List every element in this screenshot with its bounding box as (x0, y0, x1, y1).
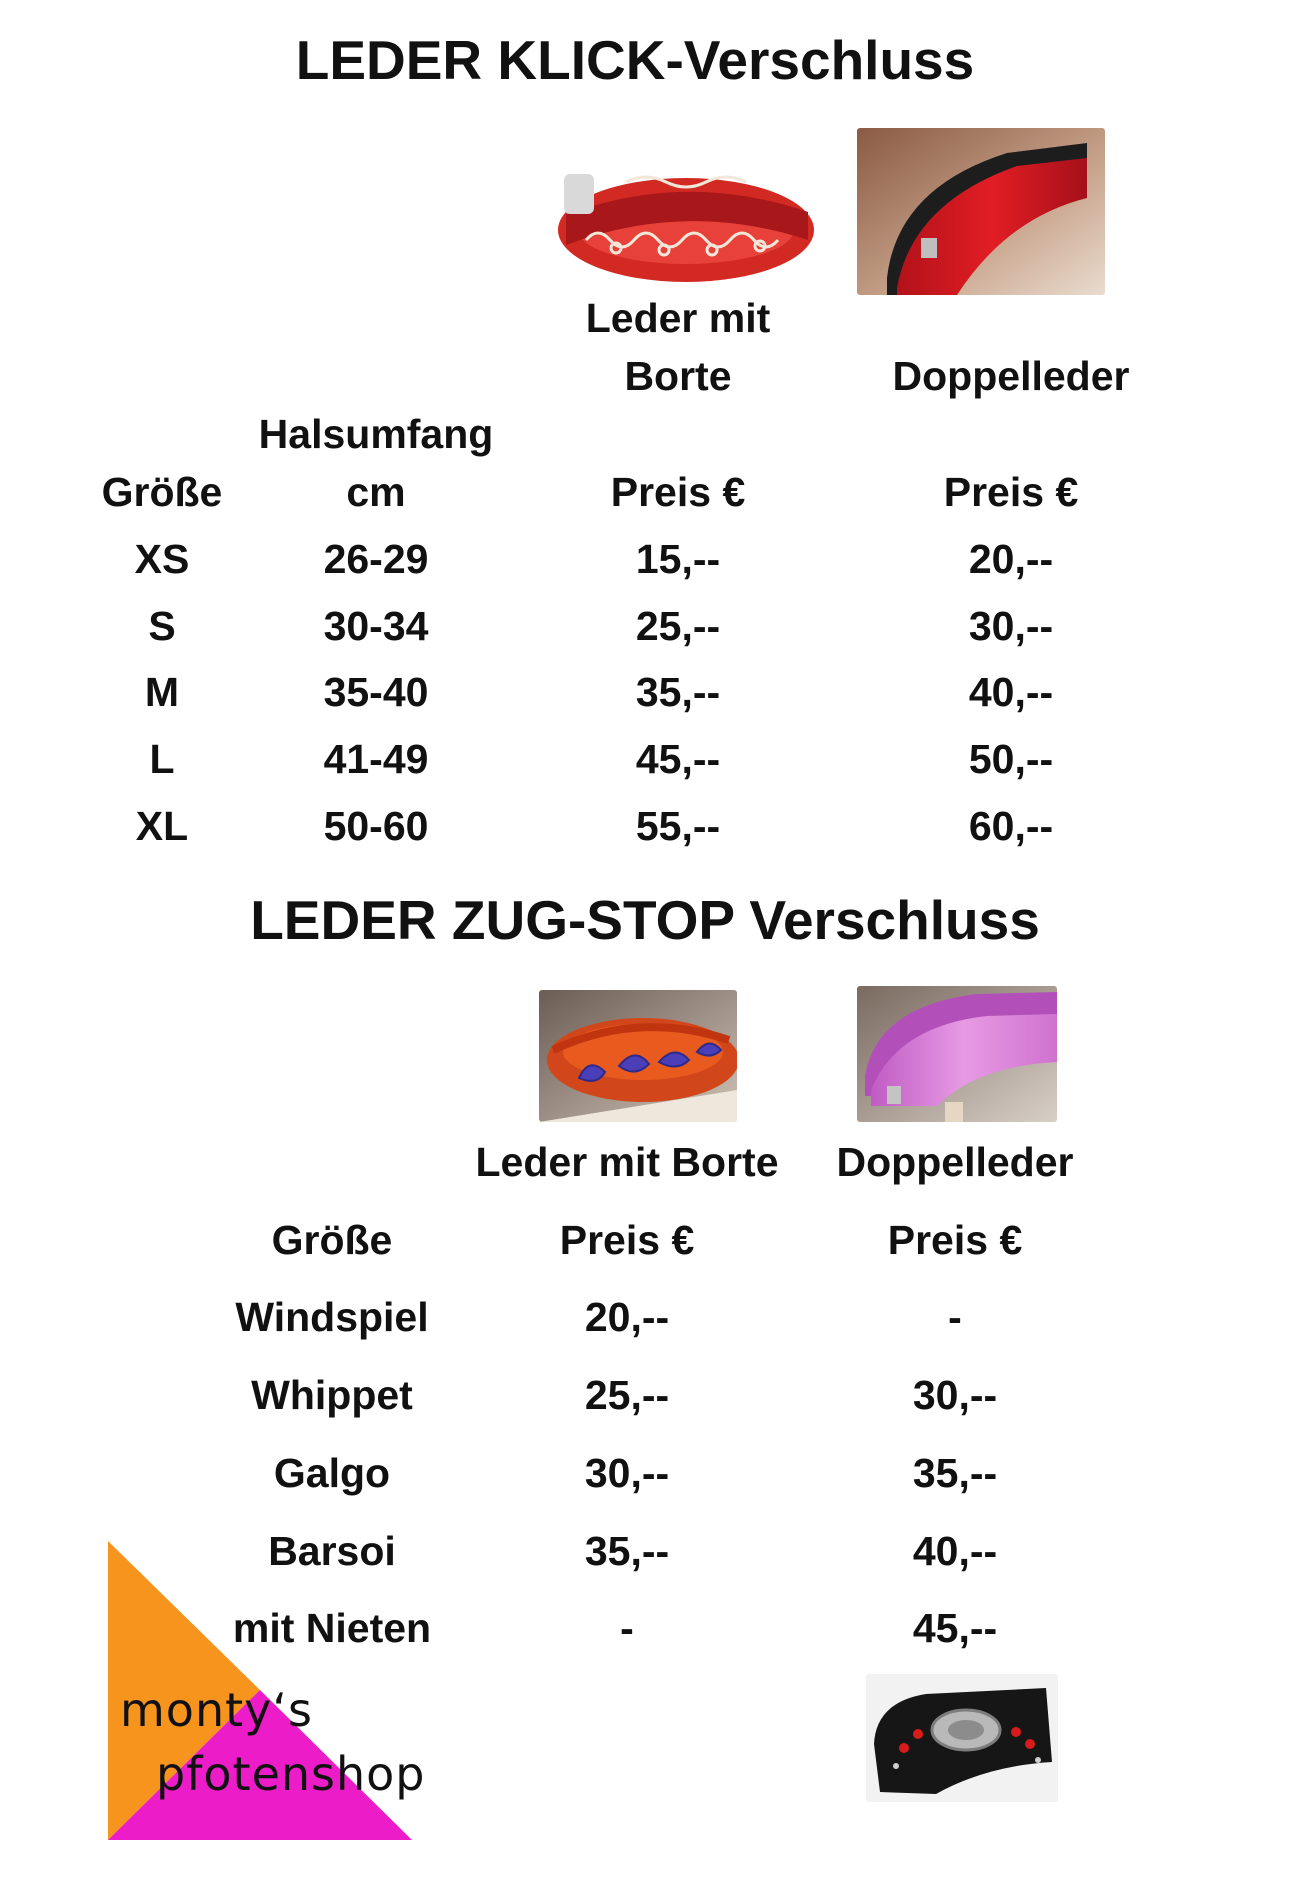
product-name-doppelleder-2: Doppelleder (836, 1139, 1074, 1185)
table-row: Barsoi (268, 1528, 396, 1574)
table-row: 15,-- (635, 536, 721, 582)
table-row: 45,-- (635, 736, 721, 782)
table-row: 40,-- (912, 1528, 998, 1574)
logo-text-line2: pfotenshop (156, 1747, 426, 1801)
shop-logo (100, 1535, 480, 1855)
table-row: 45,-- (912, 1605, 998, 1651)
table-row: 30,-- (968, 603, 1054, 649)
table-row: 30,-- (584, 1450, 670, 1496)
product-name-doppelleder: Doppelleder (892, 353, 1130, 399)
section2-title: LEDER ZUG-STOP Verschluss (250, 889, 1040, 951)
table-row: S (148, 603, 176, 649)
table-row: Windspiel (235, 1294, 429, 1340)
table-row: 50,-- (968, 736, 1054, 782)
column-header-size: Größe (101, 469, 223, 515)
column-header-size-2: Größe (271, 1217, 393, 1263)
product-name-leder-mit-borte-2: Leder mit Borte (475, 1139, 779, 1185)
table-row: 35,-- (635, 669, 721, 715)
table-row: 35,-- (584, 1528, 670, 1574)
black-studded-collar-photo (866, 1674, 1058, 1802)
table-row: 30-34 (323, 603, 429, 649)
table-row: 20,-- (584, 1294, 670, 1340)
table-row: 60,-- (968, 803, 1054, 849)
logo-text-line1: monty‘s (120, 1683, 313, 1737)
red-embroidered-collar-photo (546, 130, 820, 295)
table-row: XL (135, 803, 189, 849)
table-row: XS (134, 536, 190, 582)
column-header-price-borte: Preis € (610, 469, 746, 515)
orange-paisley-collar-photo (539, 990, 737, 1122)
table-row: - (620, 1605, 634, 1651)
table-row: 35-40 (323, 669, 429, 715)
table-row: 30,-- (912, 1372, 998, 1418)
red-double-leather-collar-photo (857, 128, 1105, 295)
section1-title: LEDER KLICK-Verschluss (295, 29, 975, 91)
table-row: L (149, 736, 175, 782)
table-row: 20,-- (968, 536, 1054, 582)
table-row: M (144, 669, 180, 715)
table-row: - (948, 1294, 962, 1340)
table-row: 40,-- (968, 669, 1054, 715)
table-row: 55,-- (635, 803, 721, 849)
column-header-price-borte-2: Preis € (559, 1217, 695, 1263)
pink-double-leather-collar-photo (857, 986, 1057, 1122)
column-header-price-doppel-2: Preis € (887, 1217, 1023, 1263)
column-header-price-doppel: Preis € (943, 469, 1079, 515)
table-row: Whippet (251, 1372, 413, 1418)
table-row: Galgo (273, 1450, 391, 1496)
table-row: 25,-- (584, 1372, 670, 1418)
table-row: 50-60 (323, 803, 429, 849)
table-row: 25,-- (635, 603, 721, 649)
column-header-neck: Halsumfang cm (258, 411, 494, 515)
table-row: 26-29 (323, 536, 429, 582)
table-row: 41-49 (323, 736, 429, 782)
table-row: 35,-- (912, 1450, 998, 1496)
table-row: mit Nieten (232, 1605, 432, 1651)
product-name-leder-mit-borte: Leder mit Borte (585, 295, 771, 399)
